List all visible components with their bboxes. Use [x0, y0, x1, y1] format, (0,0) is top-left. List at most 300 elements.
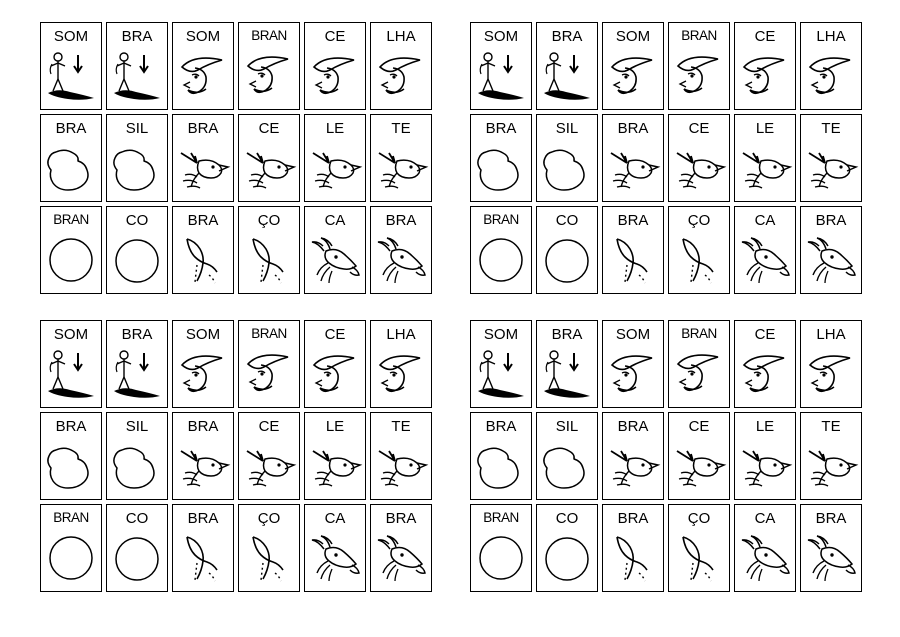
circle-icon [477, 534, 525, 582]
card-label: CE [688, 418, 710, 435]
card-label: BRA [485, 418, 517, 435]
card-label: SOM [185, 326, 221, 343]
flash-card[interactable] [40, 22, 102, 110]
card-illustration [107, 136, 167, 201]
card-illustration [371, 342, 431, 407]
card-illustration [669, 526, 729, 591]
goat-head-icon [738, 237, 792, 285]
flash-card[interactable] [734, 320, 796, 408]
brazil-map-icon [110, 444, 164, 490]
flash-card[interactable] [602, 22, 664, 110]
card-label: LHA [386, 28, 416, 45]
card-illustration [801, 434, 861, 499]
card-illustration [735, 228, 795, 293]
card-illustration [603, 228, 663, 293]
goat-head-icon [804, 535, 858, 583]
flash-card[interactable] [106, 206, 168, 294]
hooded-figure-icon [244, 348, 294, 400]
flash-card[interactable] [734, 22, 796, 110]
flash-card[interactable] [370, 320, 432, 408]
flash-card[interactable] [238, 206, 300, 294]
circle-icon [47, 534, 95, 582]
flash-card[interactable] [536, 206, 598, 294]
card-label: CO [555, 510, 579, 527]
card-illustration [603, 44, 663, 109]
card-row [470, 114, 862, 202]
card-label: CE [324, 28, 346, 45]
flash-card[interactable] [602, 504, 664, 592]
goat-head-icon [374, 237, 428, 285]
card-label: LE [755, 120, 775, 137]
flash-card[interactable] [172, 412, 234, 500]
card-illustration [603, 342, 663, 407]
card-row [470, 22, 862, 110]
card-label: CE [258, 418, 280, 435]
card-illustration [669, 434, 729, 499]
card-label: TE [821, 418, 841, 435]
card-label: BRA [187, 510, 219, 527]
quadrant-bottom-right [470, 320, 862, 592]
card-label: CE [324, 326, 346, 343]
goat-head-icon [804, 237, 858, 285]
bird-head-icon [373, 145, 429, 193]
card-illustration [735, 44, 795, 109]
card-illustration [471, 434, 531, 499]
card-illustration [173, 526, 233, 591]
bird-head-icon [241, 145, 297, 193]
flash-card[interactable] [536, 320, 598, 408]
card-label: CE [754, 28, 776, 45]
card-illustration [305, 526, 365, 591]
bird-head-icon [605, 443, 661, 491]
quadrant-top-left [40, 22, 432, 294]
flash-card[interactable] [370, 22, 432, 110]
card-row [40, 320, 432, 408]
card-illustration [41, 434, 101, 499]
card-illustration [537, 526, 597, 591]
flash-card[interactable] [668, 412, 730, 500]
brazil-map-icon [44, 146, 98, 192]
flash-card[interactable] [668, 206, 730, 294]
person-with-down-arrow-icon [540, 51, 594, 103]
flash-card[interactable] [602, 114, 664, 202]
card-illustration [537, 44, 597, 109]
card-illustration [371, 526, 431, 591]
card-label: BRAN [53, 212, 89, 227]
dog-leg-icon [247, 235, 291, 287]
card-label: BRA [551, 326, 583, 343]
bird-head-icon [671, 443, 727, 491]
dog-leg-icon [247, 533, 291, 585]
card-illustration [107, 526, 167, 591]
card-label: TE [391, 418, 411, 435]
card-label: CE [258, 120, 280, 137]
dog-leg-icon [611, 235, 655, 287]
card-label: CA [754, 212, 776, 229]
card-label: BRA [385, 510, 417, 527]
card-illustration [371, 44, 431, 109]
flash-card[interactable] [106, 412, 168, 500]
card-label: CO [555, 212, 579, 229]
card-label: SOM [185, 28, 221, 45]
hooded-figure-icon [740, 349, 790, 401]
flash-card[interactable] [668, 504, 730, 592]
flash-card[interactable] [238, 114, 300, 202]
bird-head-icon [803, 145, 859, 193]
card-label: CO [125, 212, 149, 229]
card-label: BRA [385, 212, 417, 229]
hooded-figure-icon [608, 349, 658, 401]
card-label: BRA [815, 212, 847, 229]
card-illustration [173, 44, 233, 109]
card-illustration [603, 434, 663, 499]
flash-card[interactable] [602, 320, 664, 408]
card-illustration [471, 227, 531, 294]
card-illustration [669, 341, 729, 408]
brazil-map-icon [474, 146, 528, 192]
flash-card[interactable] [172, 206, 234, 294]
card-illustration [801, 526, 861, 591]
flash-card[interactable] [172, 504, 234, 592]
bird-head-icon [605, 145, 661, 193]
flash-card[interactable] [106, 114, 168, 202]
card-label: BRA [121, 326, 153, 343]
card-label: BRA [187, 212, 219, 229]
flash-card[interactable] [602, 206, 664, 294]
card-label: SOM [483, 326, 519, 343]
flash-card[interactable] [800, 22, 862, 110]
card-illustration [173, 342, 233, 407]
card-label: SOM [483, 28, 519, 45]
brazil-map-icon [44, 444, 98, 490]
card-illustration [41, 342, 101, 407]
card-illustration [471, 525, 531, 592]
card-illustration [669, 43, 729, 110]
card-label: SOM [53, 326, 89, 343]
card-illustration [471, 342, 531, 407]
card-row [40, 22, 432, 110]
card-illustration [735, 342, 795, 407]
circle-icon [543, 237, 591, 285]
card-label: CA [324, 510, 346, 527]
card-illustration [471, 136, 531, 201]
card-illustration [41, 227, 101, 294]
hooded-figure-icon [674, 348, 724, 400]
flash-card[interactable] [106, 504, 168, 592]
card-label: CO [125, 510, 149, 527]
flash-card[interactable] [370, 206, 432, 294]
bird-head-icon [373, 443, 429, 491]
circle-icon [113, 535, 161, 583]
card-illustration [735, 434, 795, 499]
card-illustration [239, 228, 299, 293]
card-illustration [41, 525, 101, 592]
flash-card[interactable] [40, 504, 102, 592]
card-label: LE [755, 418, 775, 435]
flash-card[interactable] [40, 320, 102, 408]
dog-leg-icon [677, 235, 721, 287]
card-illustration [371, 228, 431, 293]
card-label: BRA [121, 28, 153, 45]
card-illustration [173, 434, 233, 499]
card-label: SOM [615, 326, 651, 343]
card-label: CA [754, 510, 776, 527]
card-illustration [669, 136, 729, 201]
flash-card[interactable] [602, 412, 664, 500]
card-row [470, 206, 862, 294]
card-label: BRAN [251, 326, 287, 341]
card-illustration [603, 526, 663, 591]
goat-head-icon [738, 535, 792, 583]
card-label: TE [821, 120, 841, 137]
card-illustration [41, 44, 101, 109]
circle-icon [113, 237, 161, 285]
hooded-figure-icon [608, 51, 658, 103]
card-label: BRA [187, 120, 219, 137]
hooded-figure-icon [674, 50, 724, 102]
card-illustration [801, 228, 861, 293]
flash-card[interactable] [172, 320, 234, 408]
flash-card[interactable] [238, 504, 300, 592]
card-label: BRA [55, 120, 87, 137]
card-row [40, 114, 432, 202]
card-label: BRA [617, 510, 649, 527]
flash-card[interactable] [470, 22, 532, 110]
flash-card[interactable] [536, 22, 598, 110]
flash-card[interactable] [40, 114, 102, 202]
goat-head-icon [308, 535, 362, 583]
card-label: CE [754, 326, 776, 343]
flash-card[interactable] [470, 412, 532, 500]
card-label: BRA [187, 418, 219, 435]
goat-head-icon [374, 535, 428, 583]
card-label: BRAN [53, 510, 89, 525]
card-illustration [239, 434, 299, 499]
card-illustration [801, 342, 861, 407]
quadrant-bottom-left [40, 320, 432, 592]
card-illustration [107, 44, 167, 109]
flash-card[interactable] [238, 22, 300, 110]
circle-icon [47, 236, 95, 284]
brazil-map-icon [110, 146, 164, 192]
card-illustration [537, 434, 597, 499]
card-row [40, 206, 432, 294]
bird-head-icon [803, 443, 859, 491]
card-label: ÇO [687, 212, 711, 229]
card-illustration [305, 44, 365, 109]
card-illustration [801, 44, 861, 109]
hooded-figure-icon [740, 51, 790, 103]
card-label: BRA [815, 510, 847, 527]
dog-leg-icon [181, 533, 225, 585]
card-illustration [239, 341, 299, 408]
quadrant-top-right [470, 22, 862, 294]
card-label: BRA [55, 418, 87, 435]
flash-card[interactable] [470, 114, 532, 202]
flash-card[interactable] [304, 206, 366, 294]
flash-card[interactable] [172, 114, 234, 202]
dog-leg-icon [677, 533, 721, 585]
circle-icon [477, 236, 525, 284]
bird-head-icon [175, 443, 231, 491]
brazil-map-icon [540, 444, 594, 490]
hooded-figure-icon [376, 51, 426, 103]
card-illustration [239, 136, 299, 201]
flash-card[interactable] [172, 22, 234, 110]
card-illustration [801, 136, 861, 201]
card-illustration [603, 136, 663, 201]
bird-head-icon [307, 443, 363, 491]
dog-leg-icon [611, 533, 655, 585]
card-label: ÇO [257, 212, 281, 229]
flash-card[interactable] [668, 22, 730, 110]
person-with-down-arrow-icon [110, 349, 164, 401]
person-with-down-arrow-icon [474, 349, 528, 401]
flash-card[interactable] [238, 412, 300, 500]
card-row [470, 504, 862, 592]
card-label: ÇO [687, 510, 711, 527]
person-with-down-arrow-icon [474, 51, 528, 103]
card-illustration [239, 526, 299, 591]
card-row [470, 320, 862, 408]
bird-head-icon [737, 145, 793, 193]
flash-card[interactable] [470, 320, 532, 408]
card-label: LE [325, 418, 345, 435]
bird-head-icon [307, 145, 363, 193]
flash-card[interactable] [238, 320, 300, 408]
person-with-down-arrow-icon [44, 349, 98, 401]
hooded-figure-icon [806, 349, 856, 401]
card-label: BRAN [483, 510, 519, 525]
card-illustration [735, 136, 795, 201]
brazil-map-icon [540, 146, 594, 192]
hooded-figure-icon [806, 51, 856, 103]
person-with-down-arrow-icon [110, 51, 164, 103]
card-label: LHA [816, 28, 846, 45]
hooded-figure-icon [178, 349, 228, 401]
card-illustration [239, 43, 299, 110]
card-label: SOM [53, 28, 89, 45]
flash-card[interactable] [370, 114, 432, 202]
card-illustration [669, 228, 729, 293]
card-illustration [537, 136, 597, 201]
flash-card[interactable] [370, 504, 432, 592]
flash-card[interactable] [668, 320, 730, 408]
flash-card[interactable] [370, 412, 432, 500]
card-illustration [371, 136, 431, 201]
bird-head-icon [175, 145, 231, 193]
card-label: LE [325, 120, 345, 137]
flash-card[interactable] [304, 320, 366, 408]
card-label: SIL [125, 418, 149, 435]
card-label: BRAN [251, 28, 287, 43]
card-label: TE [391, 120, 411, 137]
flash-card[interactable] [106, 320, 168, 408]
flash-card[interactable] [800, 206, 862, 294]
person-with-down-arrow-icon [44, 51, 98, 103]
card-label: SOM [615, 28, 651, 45]
card-label: BRAN [681, 326, 717, 341]
flash-card[interactable] [734, 504, 796, 592]
flash-card[interactable] [668, 114, 730, 202]
bird-head-icon [737, 443, 793, 491]
card-row [40, 504, 432, 592]
card-label: SIL [555, 120, 579, 137]
hooded-figure-icon [376, 349, 426, 401]
hooded-figure-icon [310, 51, 360, 103]
flash-card[interactable] [470, 206, 532, 294]
brazil-map-icon [474, 444, 528, 490]
dog-leg-icon [181, 235, 225, 287]
card-illustration [305, 228, 365, 293]
card-label: SIL [555, 418, 579, 435]
card-illustration [173, 136, 233, 201]
flash-card[interactable] [304, 22, 366, 110]
flash-card[interactable] [40, 412, 102, 500]
card-illustration [305, 136, 365, 201]
hooded-figure-icon [178, 51, 228, 103]
flash-card[interactable] [40, 206, 102, 294]
card-illustration [371, 434, 431, 499]
card-row [40, 412, 432, 500]
card-illustration [735, 526, 795, 591]
circle-icon [543, 535, 591, 583]
card-label: CA [324, 212, 346, 229]
card-illustration [107, 434, 167, 499]
card-illustration [471, 44, 531, 109]
flash-card[interactable] [304, 114, 366, 202]
flash-card[interactable] [536, 412, 598, 500]
card-label: BRA [617, 212, 649, 229]
flash-card[interactable] [734, 114, 796, 202]
flash-card[interactable] [470, 504, 532, 592]
card-illustration [41, 136, 101, 201]
card-label: LHA [386, 326, 416, 343]
card-illustration [305, 342, 365, 407]
card-label: LHA [816, 326, 846, 343]
flash-card[interactable] [800, 412, 862, 500]
card-label: CE [688, 120, 710, 137]
bird-head-icon [671, 145, 727, 193]
card-label: SIL [125, 120, 149, 137]
person-with-down-arrow-icon [540, 349, 594, 401]
card-label: BRA [551, 28, 583, 45]
flash-card[interactable] [536, 114, 598, 202]
card-illustration [107, 342, 167, 407]
card-illustration [305, 434, 365, 499]
card-illustration [537, 342, 597, 407]
hooded-figure-icon [310, 349, 360, 401]
card-row [470, 412, 862, 500]
goat-head-icon [308, 237, 362, 285]
flash-card[interactable] [304, 504, 366, 592]
flash-card[interactable] [734, 412, 796, 500]
card-label: BRAN [483, 212, 519, 227]
flash-card[interactable] [800, 114, 862, 202]
card-illustration [173, 228, 233, 293]
card-label: BRAN [681, 28, 717, 43]
hooded-figure-icon [244, 50, 294, 102]
flash-card[interactable] [304, 412, 366, 500]
card-label: ÇO [257, 510, 281, 527]
flash-card[interactable] [536, 504, 598, 592]
flash-card[interactable] [800, 504, 862, 592]
card-label: BRA [485, 120, 517, 137]
flash-card[interactable] [106, 22, 168, 110]
card-illustration [537, 228, 597, 293]
flash-card[interactable] [800, 320, 862, 408]
flash-card[interactable] [734, 206, 796, 294]
